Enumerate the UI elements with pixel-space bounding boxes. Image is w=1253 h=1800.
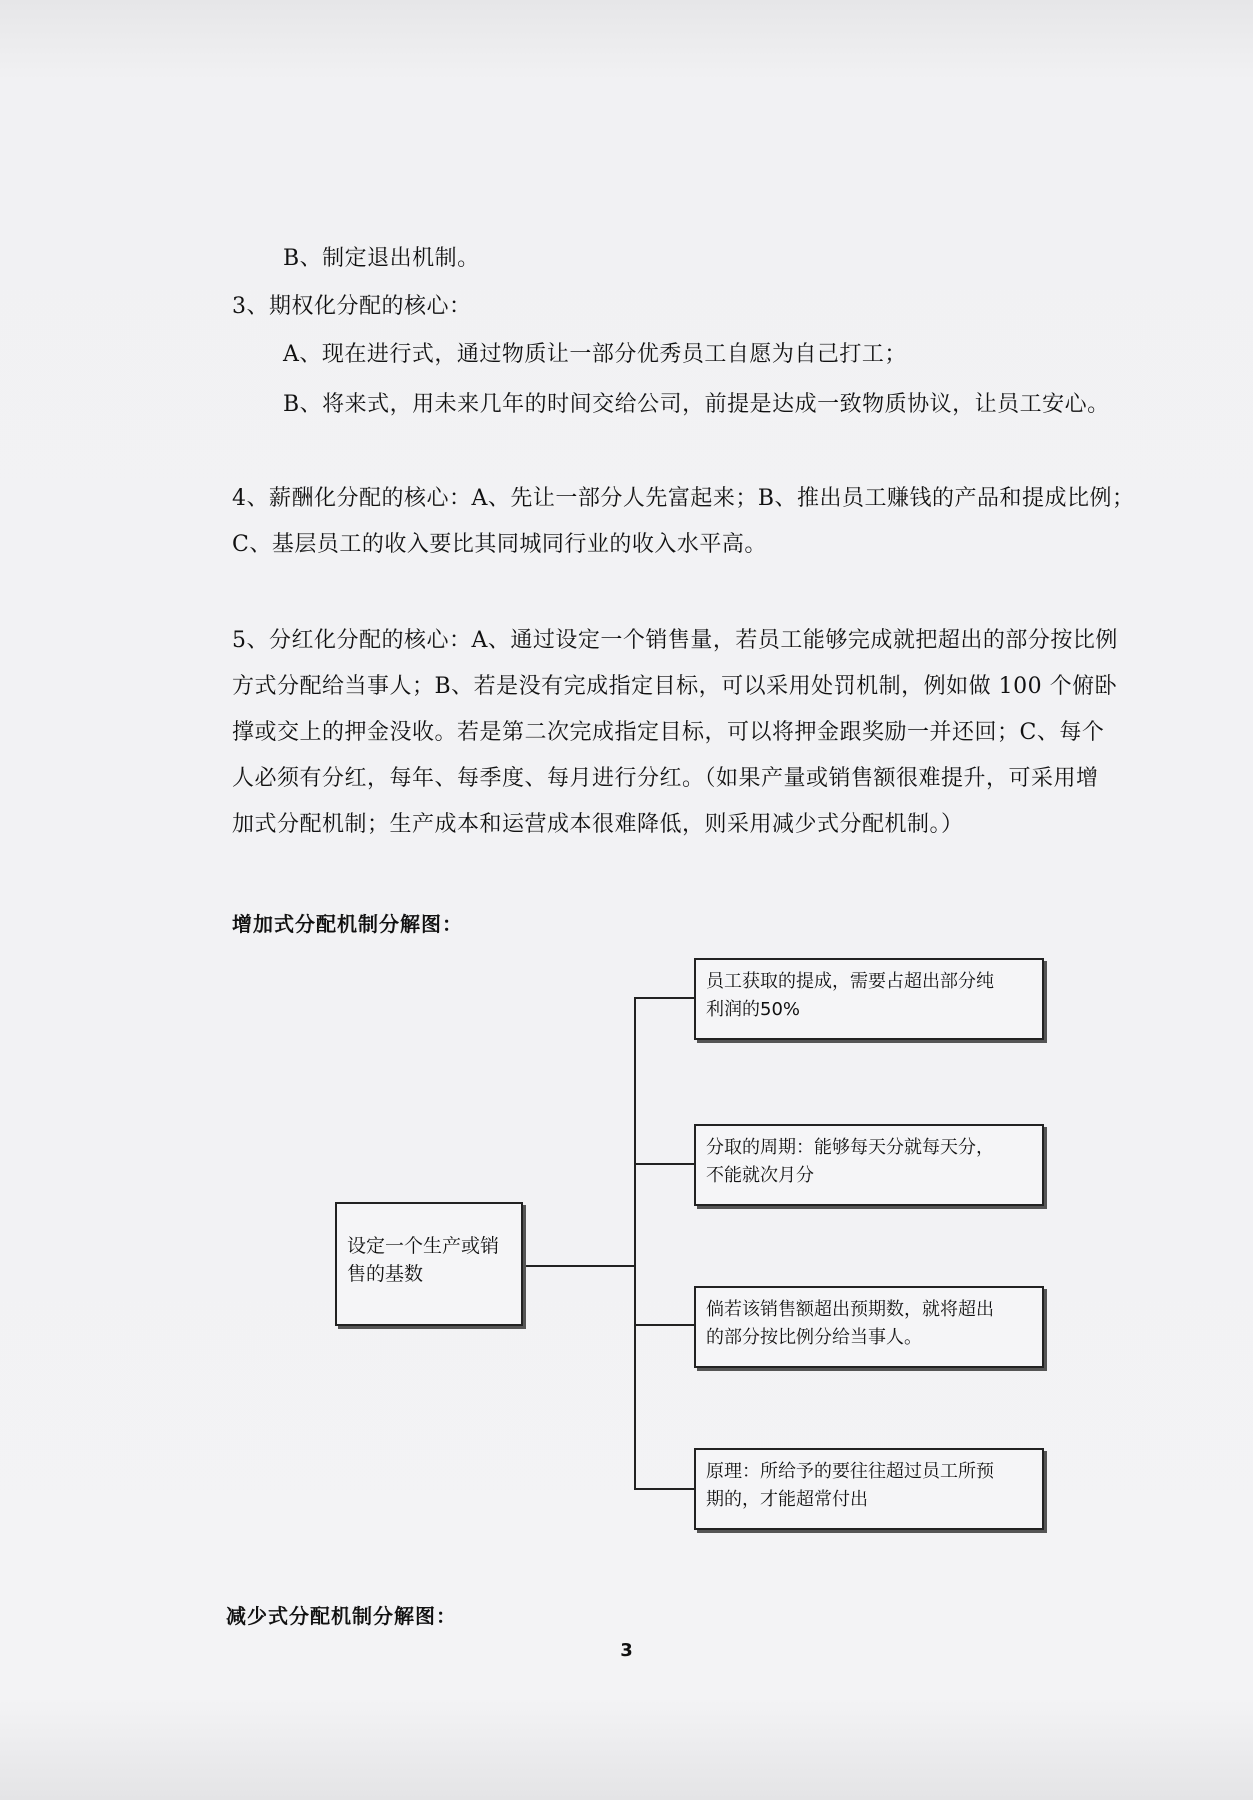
- diagram-2-heading: 减少式分配机制分解图：: [226, 1604, 457, 1628]
- branch-connector-4: [634, 1488, 694, 1490]
- child-box-line: 不能就次月分: [706, 1165, 814, 1186]
- item-3b-text: B、将来式，用未来几年的时间交给公司，前提是达成一致物质协议，让员工安心。: [283, 392, 1110, 417]
- child-box-line: 原理：所给予的要往往超过员工所预: [706, 1461, 994, 1482]
- item-5-line: 加式分配机制；生产成本和运营成本很难降低，则采用减少式分配机制。）: [232, 812, 964, 837]
- item-4-line: 4、薪酬化分配的核心：A、先让一部分人先富起来；B、推出员工赚钱的产品和提成比例；: [232, 486, 1135, 511]
- child-box-cycle: [694, 1124, 1044, 1206]
- child-box-excess: [694, 1286, 1044, 1368]
- child-box-line: 利润的50%: [706, 999, 801, 1020]
- root-box: [335, 1202, 523, 1326]
- child-box-line: 分取的周期：能够每天分就每天分，: [706, 1137, 994, 1158]
- root-box-line: 售的基数: [347, 1263, 424, 1285]
- item-4-line: C、基层员工的收入要比其同城同行业的收入水平高。: [232, 532, 767, 557]
- branch-connector-3: [634, 1324, 694, 1326]
- page-number: 3: [620, 1640, 633, 1661]
- child-box-line: 倘若该销售额超出预期数，就将超出: [706, 1299, 994, 1320]
- diagram-1-heading: 增加式分配机制分解图：: [232, 912, 463, 936]
- item-2b-text: B、制定退出机制。: [283, 246, 480, 271]
- root-connector: [522, 1265, 636, 1267]
- item-5-paragraph: [232, 618, 1118, 848]
- item-5-line: 方式分配给当事人；B、若是没有完成指定目标，可以采用处罚机制，例如做 100 个俯卧: [232, 674, 1118, 699]
- branch-connector-1: [634, 997, 694, 999]
- item-5-line: 5、分红化分配的核心：A、通过设定一个销售量，若员工能够完成就把超出的部分按比例: [232, 628, 1118, 653]
- child-box-commission: [694, 958, 1044, 1040]
- branch-connector-2: [634, 1163, 694, 1165]
- item-5-line: 撑或交上的押金没收。若是第二次完成指定目标，可以将押金跟奖励一并还回；C、每个: [232, 720, 1105, 745]
- item-5-line: 人必须有分红，每年、每季度、每月进行分红。（如果产量或销售额很难提升，可采用增: [232, 766, 1099, 791]
- item-4-paragraph: [232, 476, 1135, 568]
- item-3-title: 3、期权化分配的核心：: [232, 294, 472, 319]
- child-box-line: 的部分按比例分给当事人。: [706, 1327, 922, 1348]
- child-box-principle: [694, 1448, 1044, 1530]
- child-box-line: 员工获取的提成，需要占超出部分纯: [706, 971, 994, 992]
- child-box-line: 期的，才能超常付出: [706, 1489, 868, 1510]
- root-box-line: 设定一个生产或销: [347, 1235, 500, 1257]
- item-3a-text: A、现在进行式，通过物质让一部分优秀员工自愿为自己打工；: [283, 342, 907, 367]
- trunk-connector: [634, 997, 636, 1489]
